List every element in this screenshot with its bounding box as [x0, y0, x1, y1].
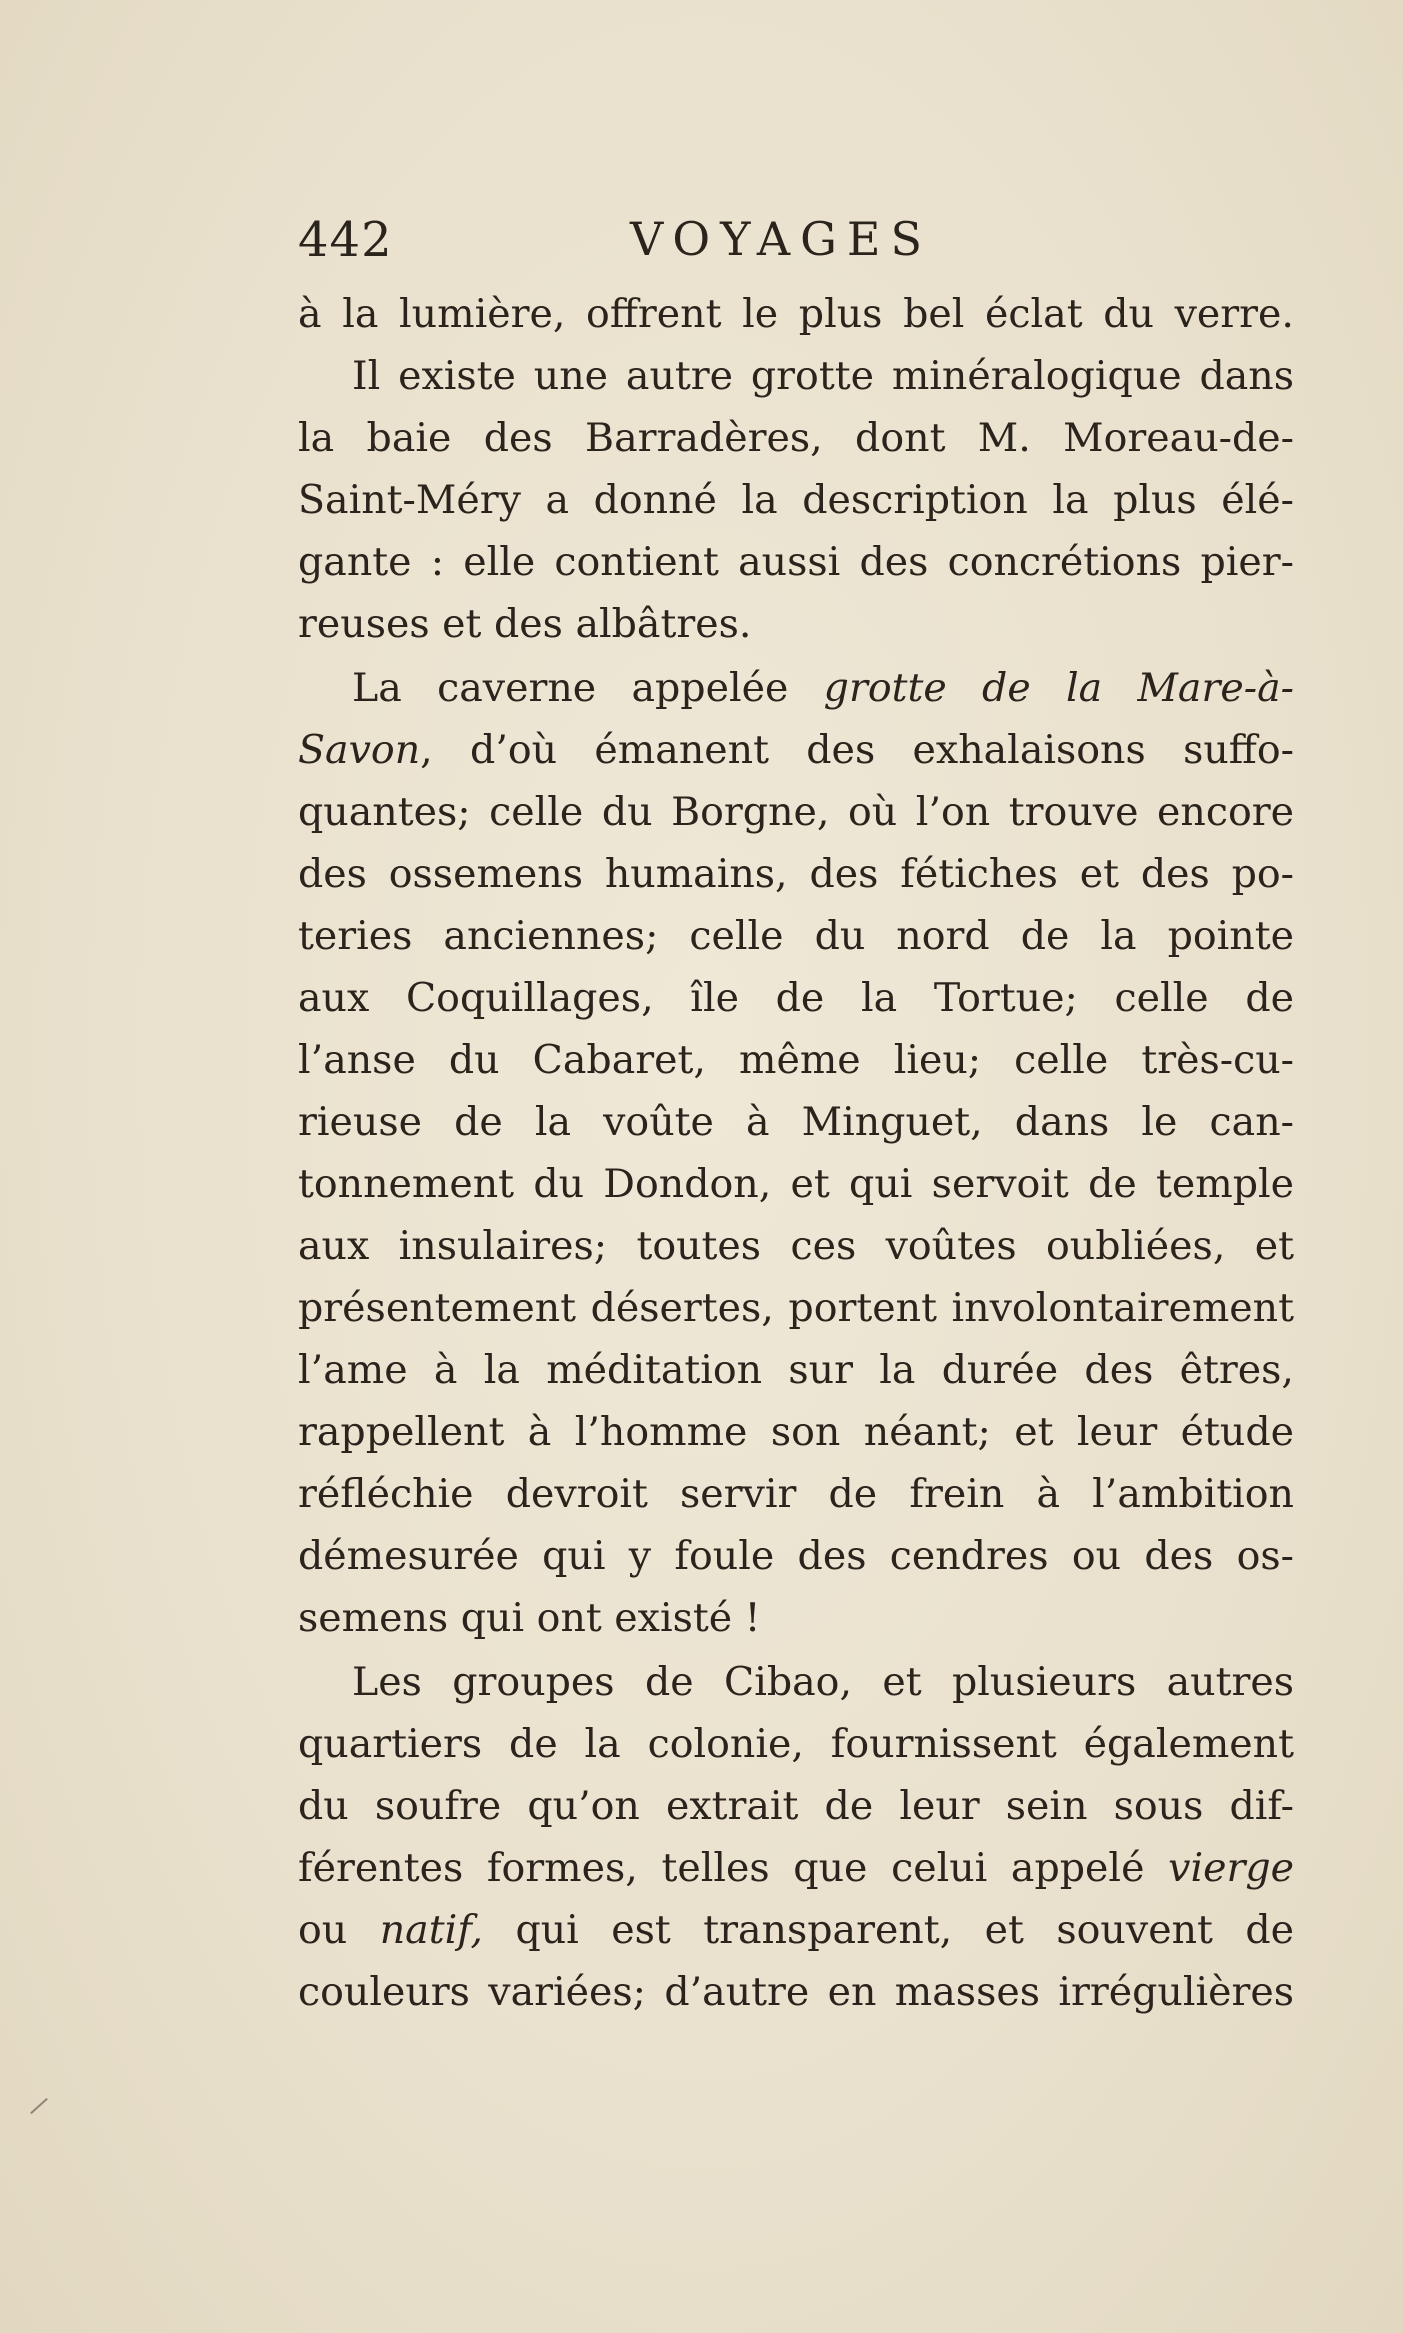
paper-mark [30, 2098, 48, 2114]
text-line: quantes; celle du Borgne, où l’on trouve encore [298, 789, 1294, 835]
text-line: aux Coquillages, île de la Tortue; celle de [298, 975, 1294, 1021]
text-run: La caverne appelée [352, 665, 789, 711]
running-title: VOYAGES [630, 212, 932, 266]
text-line: reuses et des albâtres. [298, 601, 752, 647]
text-line: l’ame à la méditation sur la durée des êtres, [298, 1347, 1294, 1393]
text-line: Il existe une autre grotte minéralogique dans [352, 353, 1294, 399]
text-line: à la lumière, offrent le plus bel éclat du verre. [298, 291, 1294, 337]
text-line: rappellent à l’homme son néant; et leur étude [298, 1409, 1294, 1455]
text-line: l’anse du Cabaret, même lieu; celle très-cu- [298, 1037, 1294, 1083]
text-line [352, 660, 1294, 716]
text-run: qui est transparent, et souvent de [515, 1907, 1294, 1953]
text-line: quartiers de la colonie, fournissent également [298, 1721, 1294, 1767]
text-run: ou [298, 1907, 348, 1953]
text-line: du soufre qu’on extrait de leur sein sous dif- [298, 1783, 1294, 1829]
text-line: des ossemens humains, des fétiches et des po- [298, 851, 1294, 897]
text-line: couleurs variées; d’autre en masses irrégulières [298, 1969, 1294, 2015]
text-line: semens qui ont existé ! [298, 1595, 761, 1641]
text-line: Les groupes de Cibao, et plusieurs autres [352, 1659, 1294, 1705]
text-line: teries anciennes; celle du nord de la pointe [298, 913, 1294, 959]
text-line: tonnement du Dondon, et qui servoit de temple [298, 1161, 1294, 1207]
text-line: Saint-Méry a donné la description la plus élé- [298, 477, 1294, 523]
page-header [298, 212, 1294, 272]
text-line: présentement désertes, portent involontairement [298, 1285, 1294, 1331]
text-run: , d’où émanent des exhalaisons suffo- [420, 727, 1294, 773]
text-line: réfléchie devroit servir de frein à l’ambition [298, 1471, 1294, 1517]
page-number: 442 [298, 212, 393, 268]
italic-word: vierge [1168, 1845, 1294, 1891]
text-line: la baie des Barradères, dont M. Moreau-de- [298, 415, 1294, 461]
text-line: gante : elle contient aussi des concrétions pier- [298, 539, 1294, 585]
text-line: rieuse de la voûte à Minguet, dans le can- [298, 1099, 1294, 1145]
text-run: férentes formes, telles que celui appelé [298, 1845, 1145, 1891]
text-line [298, 722, 1294, 778]
text-line: démesurée qui y foule des cendres ou des os- [298, 1533, 1294, 1579]
text-line [298, 1902, 1294, 1958]
text-line: aux insulaires; toutes ces voûtes oubliées, et [298, 1223, 1294, 1269]
text-line [298, 1840, 1294, 1896]
italic-title: grotte de la Mare-à- [823, 665, 1294, 711]
italic-word: natif, [379, 1907, 483, 1953]
italic-title: Savon [298, 727, 421, 773]
